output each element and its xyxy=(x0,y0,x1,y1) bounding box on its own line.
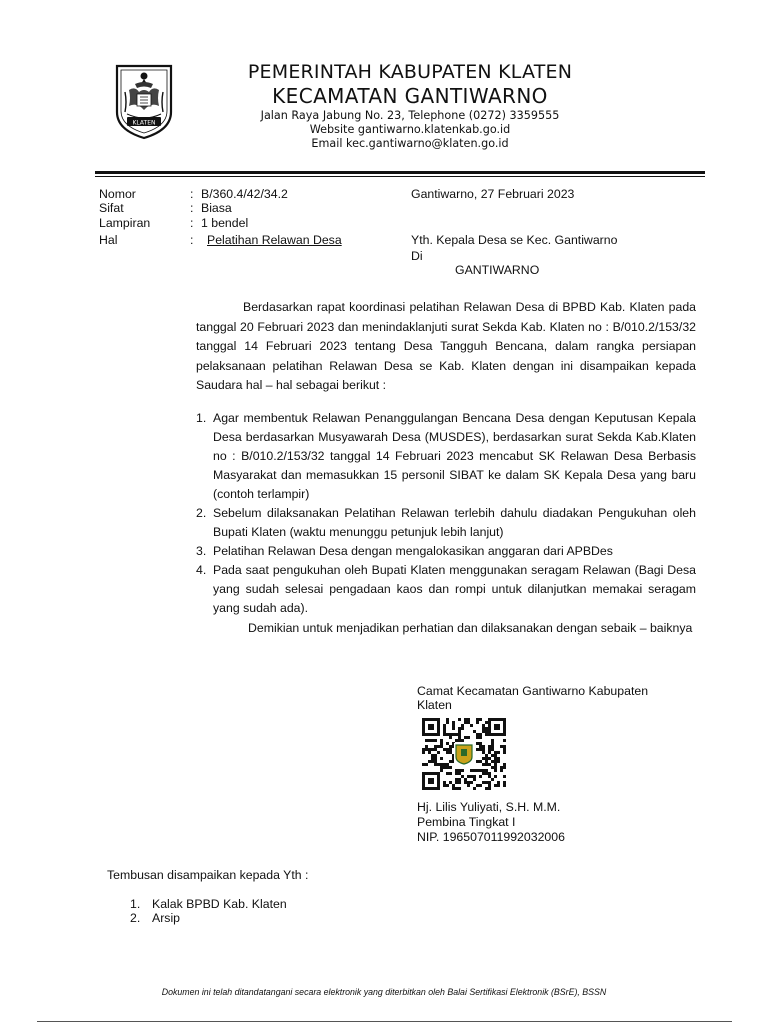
qr-module xyxy=(458,778,461,781)
qr-module xyxy=(440,745,443,748)
list-item-number: 3. xyxy=(196,544,207,558)
qr-module xyxy=(458,772,461,775)
qr-module xyxy=(491,742,494,745)
qr-module xyxy=(479,760,482,763)
signatory-title-line2: Klaten xyxy=(417,698,452,713)
qr-module xyxy=(431,739,434,742)
qr-module xyxy=(482,748,485,751)
qr-module xyxy=(455,733,458,736)
qr-module xyxy=(500,766,503,769)
qr-module xyxy=(455,778,458,781)
qr-module xyxy=(482,745,485,748)
signatory-name: Hj. Lilis Yuliyati, S.H. M.M. xyxy=(417,800,561,814)
qr-module xyxy=(440,739,443,742)
qr-module xyxy=(464,736,467,739)
qr-module xyxy=(446,766,449,769)
list-item xyxy=(196,409,696,504)
qr-module xyxy=(458,736,461,739)
qr-module xyxy=(473,778,476,781)
qr-module xyxy=(422,751,425,754)
contact-block xyxy=(240,109,580,151)
qr-module xyxy=(503,745,506,748)
qr-module xyxy=(479,733,482,736)
qr-module xyxy=(461,769,464,772)
qr-module xyxy=(494,775,497,778)
qr-module xyxy=(467,736,470,739)
qr-module xyxy=(482,757,485,760)
qr-module xyxy=(458,718,461,721)
qr-module xyxy=(467,775,470,778)
qr-module xyxy=(449,766,452,769)
qr-module xyxy=(437,763,440,766)
qr-module xyxy=(443,781,446,784)
qr-module xyxy=(431,760,434,763)
e-signature-qr-code xyxy=(420,716,508,792)
intro-paragraph xyxy=(196,298,696,396)
bsre-footer-note: Dokumen ini telah ditandatangani secara elektronik yang diterbitkan oleh Balai Sertifikasi Elektronik (BSrE), BSSN xyxy=(161,987,607,997)
qr-module xyxy=(458,730,461,733)
qr-module xyxy=(458,769,461,772)
qr-module xyxy=(443,784,446,787)
qr-module xyxy=(446,721,449,724)
qr-module xyxy=(473,787,476,790)
qr-module xyxy=(461,724,464,727)
qr-module xyxy=(470,775,473,778)
qr-module xyxy=(503,748,506,751)
qr-module xyxy=(422,748,425,751)
qr-module xyxy=(488,748,491,751)
qr-module xyxy=(431,748,434,751)
qr-module xyxy=(479,784,482,787)
qr-module xyxy=(434,748,437,751)
qr-module xyxy=(434,739,437,742)
qr-module xyxy=(488,784,491,787)
qr-module xyxy=(434,754,437,757)
qr-module xyxy=(485,769,488,772)
qr-module xyxy=(479,775,482,778)
qr-module xyxy=(440,757,443,760)
qr-module xyxy=(485,727,488,730)
qr-module xyxy=(476,718,479,721)
list-item-number: 2. xyxy=(196,506,207,520)
list-item-number: 1. xyxy=(196,411,207,425)
qr-module xyxy=(491,778,494,781)
qr-module xyxy=(440,742,443,745)
qr-module xyxy=(482,781,485,784)
qr-module xyxy=(440,763,443,766)
qr-module xyxy=(455,781,458,784)
qr-module xyxy=(458,787,461,790)
qr-module xyxy=(485,760,488,763)
qr-module xyxy=(494,769,497,772)
qr-module xyxy=(479,736,482,739)
qr-module xyxy=(428,760,431,763)
qr-module xyxy=(467,781,470,784)
qr-module xyxy=(470,769,473,772)
recipient-di: Di xyxy=(411,249,423,263)
qr-module xyxy=(485,730,488,733)
qr-module xyxy=(497,757,500,760)
list-item-number: 4. xyxy=(196,563,207,577)
cc-item-number: 2. xyxy=(130,911,141,925)
qr-module xyxy=(485,781,488,784)
qr-module xyxy=(485,721,488,724)
qr-module xyxy=(476,733,479,736)
qr-module xyxy=(503,751,506,754)
qr-module xyxy=(491,760,494,763)
qr-module xyxy=(443,724,446,727)
qr-module xyxy=(446,784,449,787)
lampiran-value: 1 bendel xyxy=(201,216,249,230)
intro-text: Berdasarkan rapat koordinasi pelatihan Relawan Desa di BPBD Kab. Klaten pada tanggal 20 Februari 2023 dan menindaklanjuti surat Sekda Kab. Klaten no : B/010.2/153/32 tanggal 14 Februari 2023 tentang Desa Tangguh Bencana, dalam rangka persiapan pelaksanaan pelatihan Relawan Desa se Kab. Klaten dengan ini disampaikan kepada Saudara hal – hal sebagai berikut : xyxy=(196,300,696,392)
qr-module xyxy=(446,772,449,775)
qr-module xyxy=(443,766,446,769)
qr-module xyxy=(458,727,461,730)
list-item-text: Sebelum dilaksanakan Pelatihan Relawan terlebih dahulu diadakan Pengukuhan oleh Bupati Klaten (waktu menunggu petunjuk lebih lanjut) xyxy=(213,506,696,539)
letterhead-rule-thin xyxy=(95,176,705,177)
qr-module xyxy=(464,718,467,721)
qr-module xyxy=(443,727,446,730)
qr-module xyxy=(425,745,428,748)
lampiran-colon: : xyxy=(190,216,194,230)
qr-module xyxy=(449,736,452,739)
qr-module xyxy=(428,751,431,754)
list-item-text: Pada saat pengukuhan oleh Bupati Klaten menggunakan seragam Relawan (Bagi Desa yang sudah selesai pengadaan kaos dan rompi untuk dilanjutkan memakai seragam yang sudah ada). xyxy=(213,563,696,615)
qr-module xyxy=(458,739,461,742)
qr-module xyxy=(476,748,479,751)
qr-module xyxy=(470,781,473,784)
list-item-text: Pelatihan Relawan Desa dengan mengalokasikan anggaran dari APBDes xyxy=(213,544,613,558)
qr-module xyxy=(494,784,497,787)
qr-module xyxy=(500,769,503,772)
qr-module xyxy=(431,757,434,760)
qr-module xyxy=(482,730,485,733)
qr-module xyxy=(491,739,494,742)
signatory-rank: Pembina Tingkat I xyxy=(417,815,516,829)
qr-module xyxy=(494,766,497,769)
letterhead-rule-thick xyxy=(95,171,705,174)
qr-module xyxy=(461,727,464,730)
list-item xyxy=(196,561,696,618)
cc-item-number: 1. xyxy=(130,897,141,911)
list-item xyxy=(196,542,696,561)
qr-module xyxy=(449,745,452,748)
qr-module xyxy=(434,760,437,763)
qr-module xyxy=(482,727,485,730)
qr-module xyxy=(479,748,482,751)
qr-module xyxy=(446,718,449,721)
qr-module xyxy=(449,772,452,775)
qr-module xyxy=(479,745,482,748)
nomor-value: B/360.4/42/34.2 xyxy=(201,187,288,201)
qr-module xyxy=(473,730,476,733)
footer-rule xyxy=(37,1021,732,1022)
sifat-colon: : xyxy=(190,201,194,215)
qr-module xyxy=(437,751,440,754)
hal-value: Pelatihan Relawan Desa xyxy=(207,233,342,247)
lampiran-label: Lampiran xyxy=(99,216,151,230)
letter-date: Gantiwarno, 27 Februari 2023 xyxy=(411,187,575,201)
qr-module xyxy=(470,724,473,727)
qr-module xyxy=(425,739,428,742)
signatory-title-line1: Camat Kecamatan Gantiwarno Kabupaten xyxy=(417,684,649,698)
qr-module xyxy=(473,769,476,772)
sifat-value: Biasa xyxy=(201,201,232,215)
qr-module xyxy=(476,769,479,772)
qr-module xyxy=(455,739,458,742)
qr-module xyxy=(485,787,488,790)
qr-module xyxy=(467,718,470,721)
qr-module xyxy=(503,784,506,787)
qr-module xyxy=(497,781,500,784)
qr-module xyxy=(452,727,455,730)
website-line: Website gantiwarno.klatenkab.go.id xyxy=(309,123,511,136)
recipient-line: Yth. Kepala Desa se Kec. Gantiwarno xyxy=(411,233,618,247)
qr-module xyxy=(485,757,488,760)
qr-module xyxy=(494,751,497,754)
qr-module xyxy=(425,748,428,751)
qr-module xyxy=(488,751,491,754)
qr-module xyxy=(476,721,479,724)
qr-module xyxy=(443,763,446,766)
qr-module xyxy=(446,748,449,751)
list-item-text: Agar membentuk Relawan Penanggulangan Bencana Desa dengan Keputusan Kepala Desa berdasarkan Musyawarah Desa (MUSDES), berdasarkan surat Sekda Kab.Klaten no : B/010.2/153/32 tanggal 14 Februari 2023 mencabut SK Relawan Desa Berbasis Masyarakat dan memasukkan 15 personil SIBAT ke dalam SK Kepala Desa yang baru (contoh terlampir) xyxy=(213,411,696,501)
qr-module xyxy=(452,787,455,790)
qr-module xyxy=(485,733,488,736)
list-item xyxy=(196,504,696,542)
qr-module xyxy=(449,733,452,736)
qr-module xyxy=(446,763,449,766)
instruction-list xyxy=(196,409,696,618)
hal-colon: : xyxy=(190,233,194,247)
qr-module xyxy=(497,760,500,763)
qr-module xyxy=(428,739,431,742)
emblem-label: KLATEN xyxy=(132,119,156,127)
qr-module xyxy=(494,754,497,757)
qr-module xyxy=(464,781,467,784)
qr-module xyxy=(461,775,464,778)
qr-module xyxy=(476,742,479,745)
qr-module xyxy=(446,751,449,754)
qr-module xyxy=(434,763,437,766)
qr-module xyxy=(488,757,491,760)
qr-module xyxy=(452,724,455,727)
qr-module xyxy=(464,778,467,781)
qr-module xyxy=(443,733,446,736)
recipient-place: GANTIWARNO xyxy=(455,263,540,277)
qr-module xyxy=(485,754,488,757)
qr-module xyxy=(500,745,503,748)
qr-module xyxy=(458,781,461,784)
qr-module xyxy=(491,754,494,757)
qr-module xyxy=(503,781,506,784)
signatory-nip: NIP. 196507011992032006 xyxy=(417,830,565,844)
qr-module xyxy=(434,745,437,748)
qr-module xyxy=(443,730,446,733)
qr-module xyxy=(479,742,482,745)
qr-module xyxy=(488,781,491,784)
qr-module xyxy=(428,748,431,751)
qr-module xyxy=(443,748,446,751)
email-line: Email kec.gantiwarno@klaten.go.id xyxy=(311,137,509,150)
qr-module xyxy=(455,787,458,790)
nomor-colon: : xyxy=(190,187,194,201)
sifat-label: Sifat xyxy=(99,201,124,215)
qr-module xyxy=(503,766,506,769)
qr-module xyxy=(449,748,452,751)
qr-module xyxy=(446,742,449,745)
qr-module xyxy=(503,763,506,766)
qr-module xyxy=(482,724,485,727)
qr-module xyxy=(452,733,455,736)
qr-module xyxy=(467,784,470,787)
qr-module xyxy=(446,733,449,736)
closing-paragraph xyxy=(196,618,696,639)
qr-module xyxy=(491,748,494,751)
qr-module xyxy=(485,763,488,766)
qr-module xyxy=(440,766,443,769)
qr-module xyxy=(491,745,494,748)
cc-item: Arsip xyxy=(152,911,181,925)
qr-module xyxy=(422,763,425,766)
hal-label: Hal xyxy=(99,233,118,247)
signatory-title xyxy=(417,684,648,712)
qr-module xyxy=(425,763,428,766)
qr-module xyxy=(488,787,491,790)
qr-module xyxy=(440,769,443,772)
qr-module xyxy=(467,721,470,724)
closing-text: Demikian untuk menjadikan perhatian dan dilaksanakan dengan sebaik – baiknya xyxy=(248,621,693,635)
qr-module xyxy=(449,781,452,784)
qr-module xyxy=(482,751,485,754)
nomor-label: Nomor xyxy=(99,187,136,201)
qr-module xyxy=(437,745,440,748)
qr-module xyxy=(503,775,506,778)
qr-module xyxy=(473,775,476,778)
qr-module xyxy=(458,733,461,736)
qr-module xyxy=(482,772,485,775)
qr-module xyxy=(461,739,464,742)
qr-module xyxy=(476,736,479,739)
government-name: PEMERINTAH KABUPATEN KLATEN xyxy=(247,61,573,83)
qr-module xyxy=(488,745,491,748)
qr-module xyxy=(503,739,506,742)
address-line: Jalan Raya Jabung No. 23, Telephone (0272) 3359555 xyxy=(260,109,560,122)
qr-module xyxy=(464,721,467,724)
qr-module xyxy=(455,769,458,772)
qr-module xyxy=(485,772,488,775)
qr-module xyxy=(488,772,491,775)
qr-module xyxy=(494,757,497,760)
cc-heading: Tembusan disampaikan kepada Yth : xyxy=(107,868,309,882)
qr-module xyxy=(434,757,437,760)
cc-item: Kalak BPBD Kab. Klaten xyxy=(152,897,287,911)
qr-module xyxy=(476,784,479,787)
qr-module xyxy=(449,751,452,754)
qr-module xyxy=(497,784,500,787)
district-name: KECAMATAN GANTIWARNO xyxy=(272,84,548,108)
qr-module xyxy=(494,760,497,763)
qr-module xyxy=(488,775,491,778)
qr-module xyxy=(455,772,458,775)
qr-module xyxy=(488,763,491,766)
qr-module xyxy=(452,784,455,787)
qr-module xyxy=(452,721,455,724)
qr-module xyxy=(482,763,485,766)
qr-module xyxy=(482,769,485,772)
qr-module xyxy=(476,760,479,763)
qr-module xyxy=(479,718,482,721)
qr-module xyxy=(479,769,482,772)
qr-module xyxy=(449,760,452,763)
qr-module xyxy=(491,766,494,769)
qr-module xyxy=(497,751,500,754)
qr-module xyxy=(494,763,497,766)
klaten-regency-emblem xyxy=(113,62,175,140)
qr-module xyxy=(431,754,434,757)
